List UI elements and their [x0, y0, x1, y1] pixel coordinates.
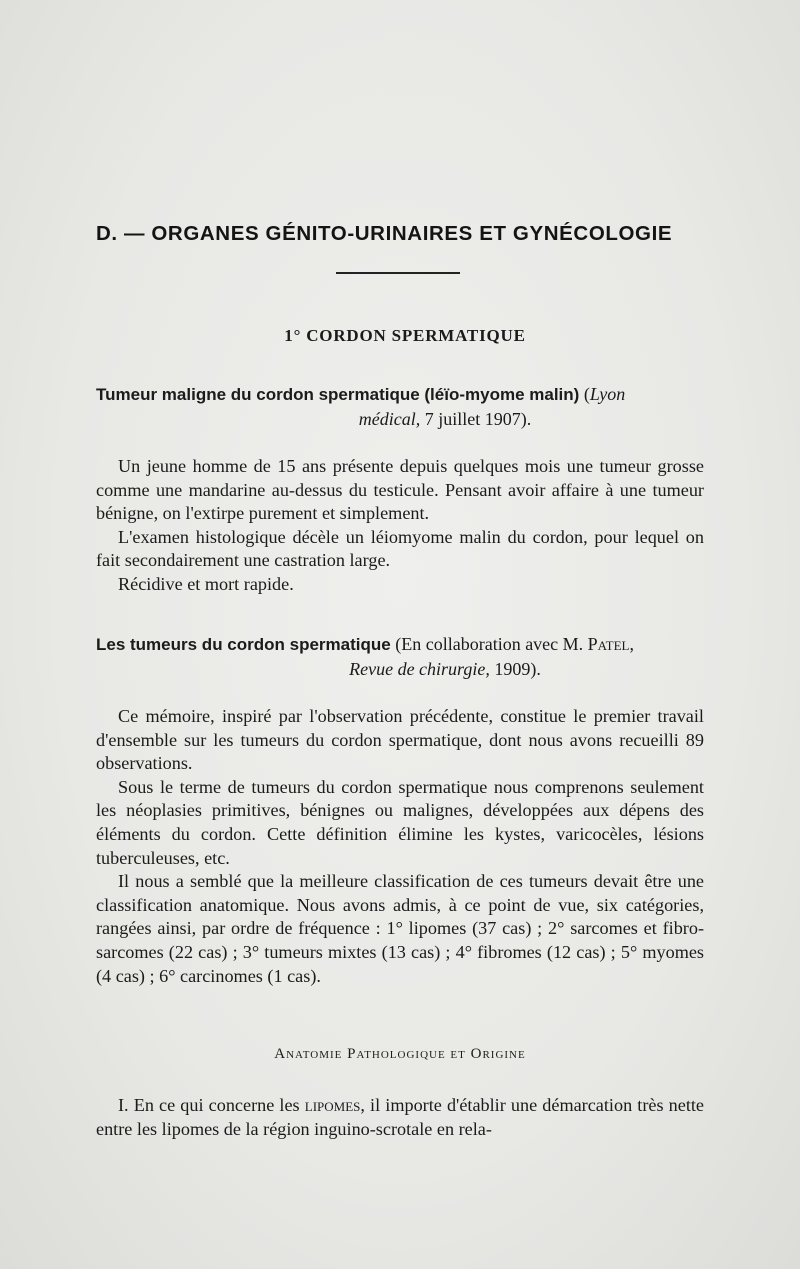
heading-divider — [336, 272, 460, 274]
article2-collab-name: Patel, — [587, 634, 634, 654]
article2-paragraph: Sous le terme de tumeurs du cordon spermatique nous comprenons seulement les néoplasies primitives, bénignes ou malignes, développées aux dépens des éléments du cordon. Cette définition élimine les kystes, varicocèles, lésions tuberculeuses, etc. — [96, 776, 704, 868]
article2-journal: Revue de chirurgie, — [349, 659, 490, 679]
article1-reference-line2 — [96, 407, 704, 431]
article1-paragraph: Un jeune homme de 15 ans présente depuis quelques mois une tumeur grosse comme une mandarine au-dessus du testicule. Pensant avoir affaire à une tumeur bénigne, on l'extirpe purement et simplement. — [96, 456, 704, 524]
article1-title: Tumeur maligne du cordon spermatique (léïo-myome malin) — [96, 385, 580, 404]
article1-journal-part1: Lyon — [589, 384, 626, 404]
subsection-heading: 1° CORDON SPERMATIQUE — [284, 326, 526, 345]
final-body — [96, 1094, 704, 1141]
article1-paragraph: Récidive et mort rapide. — [118, 573, 294, 594]
article1-paragraph: L'examen histologique décèle un léiomyome malin du cordon, pour lequel on fait secondairement une castration large. — [96, 526, 704, 571]
final-paragraph-before: I. En ce qui concerne les — [118, 1095, 300, 1115]
article2-collab: (En collaboration avec M. — [395, 634, 584, 654]
article1-source-open: ( — [583, 384, 590, 404]
section-heading: D. — ORGANES GÉNITO-URINAIRES ET GYNÉCOLOGIE — [96, 222, 673, 245]
article1-reference-line1 — [96, 382, 704, 407]
article1-body — [96, 455, 704, 597]
final-paragraph — [96, 1094, 704, 1141]
article2-paragraph: Ce mémoire, inspiré par l'observation précédente, constitue le premier travail d'ensemble sur les tumeurs du cordon spermatique, dont nous avons recueilli 89 observations. — [96, 706, 704, 774]
final-paragraph-after: il importe d'établir une démarcation très nette entre les lipomes de la région inguino-scrotale en rela- — [96, 1095, 705, 1139]
article2-reference — [96, 632, 704, 681]
article1-journal-part2: médical, — [358, 409, 421, 429]
article1-reference — [96, 382, 704, 431]
anatomy-heading: Anatomie Pathologique et Origine — [274, 1046, 526, 1062]
article2-reference-line2 — [96, 657, 704, 681]
article2-title: Les tumeurs du cordon spermatique — [96, 635, 391, 654]
final-paragraph-keyword: lipomes, — [304, 1095, 365, 1115]
article2-reference-line1 — [96, 632, 704, 657]
article2-body — [96, 705, 704, 988]
article1-date: 7 juillet 1907). — [424, 409, 532, 429]
article2-paragraph: Il nous a semblé que la meilleure classification de ces tumeurs devait être une classification anatomique. Nous avons admis, à ce point de vue, six catégories, rangées ainsi, par ordre de fréquence : 1° lipomes (37 cas) ; 2° sarcomes et fibro-sarcomes (22 cas) ; 3° tumeurs mixtes (13 cas) ; 4° fibromes (12 cas) ; 5° myomes (4 cas) ; 6° carcinomes (1 cas). — [96, 871, 704, 986]
article2-year: 1909). — [494, 659, 541, 679]
